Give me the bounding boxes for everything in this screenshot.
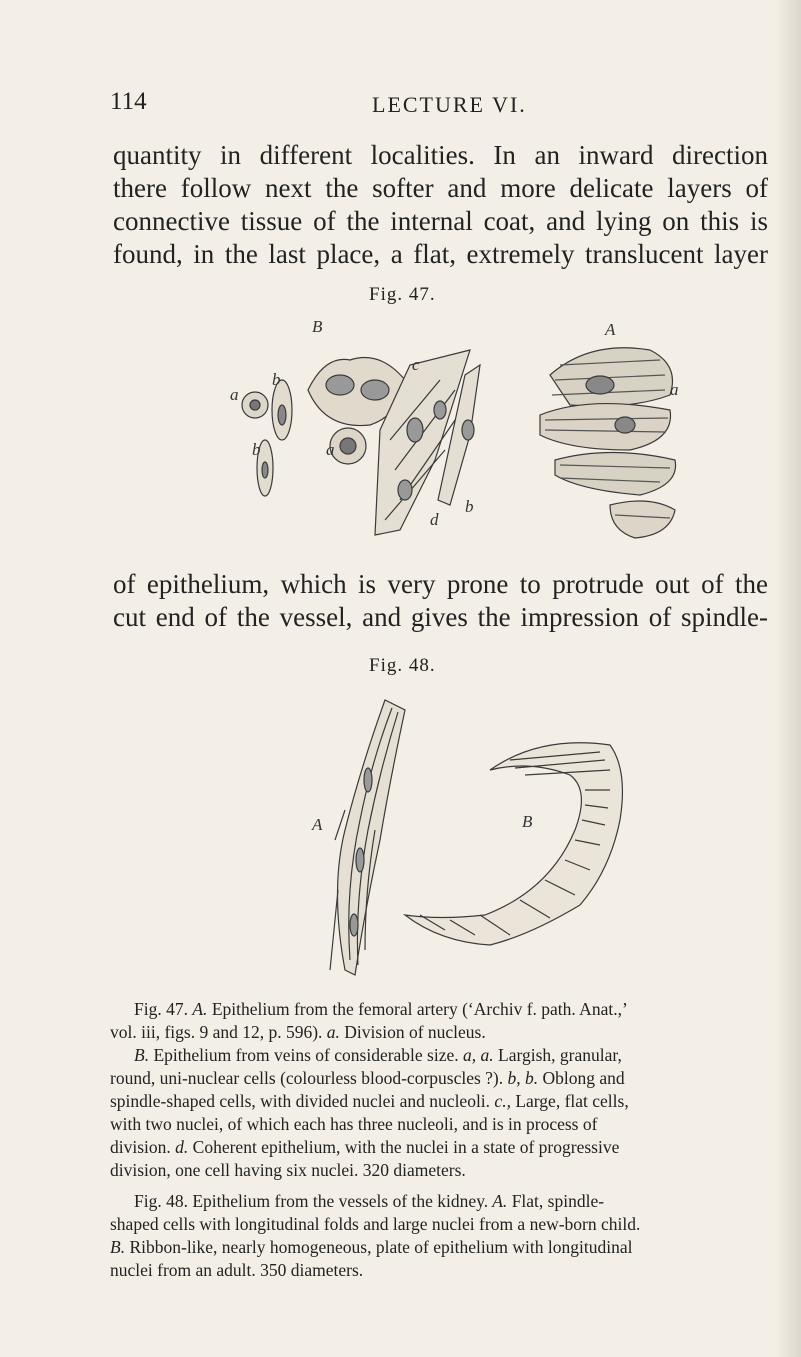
fig-47-letter-b: b <box>252 440 261 459</box>
fig-47-letter-a: a <box>326 440 335 459</box>
panel-letter: a. <box>322 1022 340 1042</box>
panel-letter: b, b. <box>503 1068 539 1088</box>
caption-text: Division of nucleus. <box>339 1022 486 1042</box>
caption-text: Epithelium from the femoral artery (‘Archiv f. path. Anat.,’ <box>207 999 628 1019</box>
panel-letter: B. <box>110 1237 126 1257</box>
text-line: cut end of the vessel, and gives the impression of spindle- <box>113 602 768 632</box>
caption-text: Large, flat cells, <box>510 1091 629 1111</box>
caption-text: division. <box>110 1137 171 1157</box>
panel-letter: c., <box>490 1091 511 1111</box>
text-line: connective tissue of the internal coat, and lying on this is <box>113 206 768 236</box>
panel-letter: a, a. <box>458 1045 494 1065</box>
panel-letter: d. <box>170 1137 189 1157</box>
caption-text: Oblong and <box>538 1068 625 1088</box>
caption-fig-47 <box>110 998 770 1182</box>
paragraph-1 <box>113 139 768 271</box>
fig-48-letter-b: B <box>522 812 533 831</box>
fig-47-letter-c: c <box>412 355 420 374</box>
fig-48-letter-a: A <box>312 815 323 834</box>
panel-letter: A. <box>192 999 208 1019</box>
caption-line <box>110 1190 770 1213</box>
caption-text: Largish, granular, <box>493 1045 622 1065</box>
fig-ref: Fig. 48. <box>134 1191 188 1211</box>
caption-line <box>110 1067 770 1090</box>
figure-47-illustration <box>230 320 700 560</box>
page-number: 114 <box>110 88 147 115</box>
panel-a-spindle-cells <box>330 700 405 975</box>
page-edge-shadow <box>775 0 801 1357</box>
caption-line <box>110 1113 770 1136</box>
caption-text: Coherent epithelium, with the nuclei in a state of progressive <box>188 1137 620 1157</box>
panel-letter: A. <box>488 1191 508 1211</box>
fig-47-letter-a: a <box>230 385 239 404</box>
caption-text: spindle-shaped cells, with divided nuclei and nucleoli. <box>110 1091 491 1111</box>
fig-47-letter-a-panel: A <box>605 320 616 339</box>
caption-text: nuclei from an adult. 350 diameters. <box>110 1260 364 1280</box>
fig-47-letter-d: d <box>430 510 439 529</box>
text-line: quantity in different localities. In an inward direction <box>113 140 768 170</box>
caption-text: round, uni-nuclear cells (colourless blood-corpuscles ?). <box>110 1068 504 1088</box>
panel-a-cells <box>540 348 676 538</box>
caption-text: with two nuclei, of which each has three nucleoli, and is in process of <box>110 1114 598 1134</box>
caption-text: Epithelium from veins of considerable size. <box>149 1045 459 1065</box>
fig-47-letter-b: b <box>272 370 281 389</box>
fig-ref: Fig. 47. <box>134 999 188 1019</box>
caption-line <box>110 1090 770 1113</box>
caption-text: Ribbon-like, nearly homogeneous, plate of epithelium with longitudinal <box>125 1237 633 1257</box>
caption-line <box>110 1236 770 1259</box>
caption-text: division, one cell having six nuclei. 320 diameters. <box>110 1160 466 1180</box>
figure-48-label: Fig. 48. <box>369 655 436 676</box>
caption-text: Epithelium from the vessels of the kidney. <box>187 1191 489 1211</box>
caption-line <box>110 1021 770 1044</box>
caption-line <box>110 1213 770 1236</box>
caption-line <box>110 1259 770 1282</box>
caption-fig-48 <box>110 1190 770 1282</box>
figure-47-label: Fig. 47. <box>369 284 436 305</box>
paragraph-2 <box>113 568 768 634</box>
caption-line <box>110 998 770 1021</box>
caption-line <box>110 1159 770 1182</box>
caption-text: shaped cells with longitudinal folds and large nuclei from a new-born child. <box>110 1214 641 1234</box>
fig-47-letter-b: b <box>465 497 474 516</box>
caption-line <box>110 1044 770 1067</box>
text-line: there follow next the softer and more delicate layers of <box>113 173 768 203</box>
caption-text: vol. iii, figs. 9 and 12, p. 596). <box>110 1022 323 1042</box>
running-head: LECTURE VI. <box>372 92 527 117</box>
page-header <box>110 88 770 122</box>
fig-47-letter-a: a <box>670 380 679 399</box>
caption-text: Flat, spindle- <box>507 1191 605 1211</box>
figure-48-illustration <box>310 690 660 990</box>
fig-47-letter-b-panel: B <box>312 320 323 336</box>
panel-letter: B. <box>134 1045 150 1065</box>
text-line: of epithelium, which is very prone to protrude out of the <box>113 569 768 599</box>
panel-b-ribbon-plate <box>405 743 622 945</box>
text-line: found, in the last place, a flat, extremely translucent layer <box>113 239 768 269</box>
caption-line <box>110 1136 770 1159</box>
